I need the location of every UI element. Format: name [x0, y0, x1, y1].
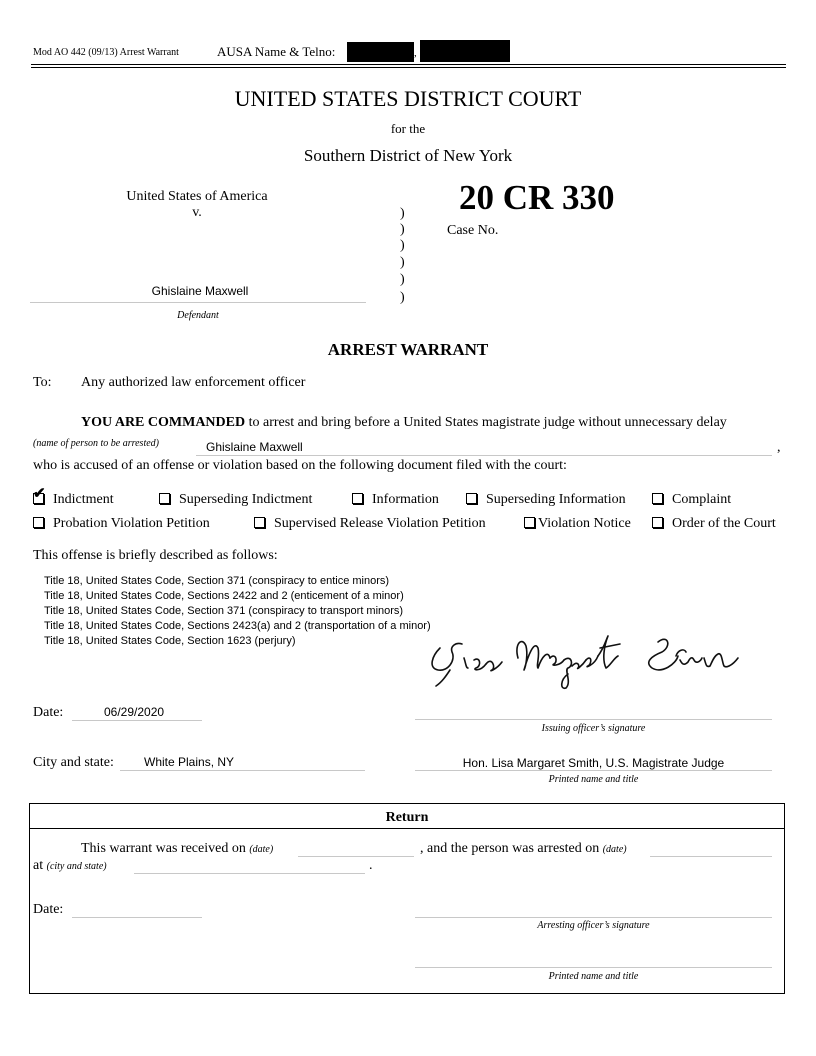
doc-label: Superseding Indictment [179, 492, 313, 507]
city-line [120, 770, 365, 771]
printed-name-line [415, 770, 772, 771]
city-label: City and state: [33, 755, 114, 770]
return-header-rule [29, 828, 785, 829]
checkbox[interactable] [159, 493, 170, 504]
offense-line: Title 18, United States Code, Sections 2422 and 2 (enticement of a minor) [44, 590, 404, 602]
checkbox[interactable] [652, 517, 663, 528]
offense-line: Title 18, United States Code, Sections 2423(a) and 2 (transportation of a minor) [44, 620, 431, 632]
date-label: Date: [33, 705, 64, 720]
offense-line: Title 18, United States Code, Section 371 (conspiracy to entice minors) [44, 575, 390, 587]
received-text [81, 841, 273, 857]
checkbox[interactable] [352, 493, 363, 504]
issue-date: 06/29/2020 [104, 705, 165, 719]
judge-signature [422, 626, 758, 692]
ausa-separator: , [414, 47, 417, 59]
offense-line: Title 18, United States Code, Section 371 (conspiracy to transport minors) [44, 605, 404, 617]
offense-line: Title 18, United States Code, Section 1623 (perjury) [44, 635, 296, 647]
arresting-signature-line[interactable] [415, 917, 772, 918]
ausa-label: AUSA Name & Telno: [217, 44, 336, 59]
form-identifier: Mod AO 442 (09/13) Arrest Warrant [33, 47, 179, 58]
redaction-box [420, 40, 510, 62]
doc-label: Supervised Release Violation Petition [274, 516, 486, 531]
checkbox[interactable] [33, 486, 46, 504]
at-label: at [33, 858, 44, 873]
doc-option-probation-violation[interactable] [33, 516, 210, 532]
person-name: Ghislaine Maxwell [206, 440, 303, 454]
versus-text: v. [192, 205, 202, 220]
defendant-line [30, 302, 366, 303]
arrested-text [420, 841, 627, 857]
city-value: White Plains, NY [144, 755, 235, 769]
commanded-sentence [81, 415, 727, 431]
at-text [33, 858, 107, 874]
paren: ) [400, 238, 405, 253]
checkbox[interactable] [254, 517, 265, 528]
issuing-signature-label: Issuing officer’s signature [541, 723, 646, 734]
accused-text: who is accused of an offense or violation based on the following document filed with the court: [33, 458, 567, 473]
arrested-label: , and the person was arrested on [420, 841, 600, 856]
checkbox[interactable] [466, 493, 477, 504]
doc-label: Probation Violation Petition [53, 516, 210, 531]
received-date-line[interactable] [298, 856, 414, 857]
paren: ) [400, 255, 405, 270]
doc-option-violation-notice[interactable] [524, 516, 631, 532]
return-date-line[interactable] [72, 917, 202, 918]
doc-option-superseding-indictment[interactable] [159, 492, 312, 508]
return-printed-name-label: Printed name and title [548, 971, 639, 982]
defendant-label: Defendant [177, 310, 219, 321]
printed-name-label: Printed name and title [548, 774, 639, 785]
paren: ) [400, 290, 405, 305]
offense-list [44, 574, 431, 649]
signature-line [415, 719, 772, 720]
date-hint: (date) [249, 844, 274, 855]
arrested-date-line[interactable] [650, 856, 772, 857]
person-label: (name of person to be arrested) [33, 438, 159, 449]
court-title: UNITED STATES DISTRICT COURT [234, 86, 582, 111]
date-hint: (date) [602, 844, 627, 855]
printed-name: Hon. Lisa Margaret Smith, U.S. Magistrate Judge [462, 756, 725, 770]
commanded-bold: YOU ARE COMMANDED [81, 415, 246, 430]
checkbox[interactable] [33, 517, 44, 528]
offense-intro: This offense is briefly described as follows: [33, 548, 278, 563]
doc-option-information[interactable] [352, 492, 439, 508]
doc-label: Complaint [672, 492, 732, 507]
for-the-text: for the [390, 121, 426, 136]
date-line [72, 720, 202, 721]
arresting-signature-label: Arresting officer’s signature [537, 920, 650, 931]
city-hint: (city and state) [46, 861, 107, 872]
doc-label: Information [372, 492, 439, 507]
redaction-box [347, 42, 414, 62]
doc-label: Indictment [53, 492, 114, 507]
checkmark-icon: ✔ [33, 486, 46, 502]
header-rule [31, 64, 786, 65]
doc-label: Superseding Information [486, 492, 626, 507]
warrant-heading: ARREST WARRANT [327, 340, 489, 359]
period: . [369, 858, 373, 873]
paren: ) [400, 222, 405, 237]
doc-option-superseding-information[interactable] [466, 492, 626, 508]
paren: ) [400, 206, 405, 221]
defendant-name: Ghislaine Maxwell [151, 284, 249, 298]
paren: ) [400, 272, 405, 287]
doc-option-supervised-release-violation[interactable] [254, 516, 486, 532]
return-date-label: Date: [33, 902, 64, 917]
to-label: To: [33, 375, 52, 390]
doc-option-order-of-court[interactable] [652, 516, 776, 532]
return-printed-name-line[interactable] [415, 967, 772, 968]
case-number: 20 CR 330 [459, 178, 615, 217]
doc-label: Order of the Court [672, 516, 776, 531]
person-line [196, 455, 772, 456]
return-section [29, 803, 785, 994]
doc-option-indictment[interactable] [33, 486, 114, 508]
case-no-label: Case No. [447, 223, 499, 238]
doc-option-complaint[interactable] [652, 492, 731, 508]
checkbox[interactable] [652, 493, 663, 504]
return-title: Return [385, 810, 429, 825]
commanded-text: to arrest and bring before a United States magistrate judge without unnecessary delay [248, 415, 727, 430]
person-comma: , [777, 440, 781, 455]
to-text: Any authorized law enforcement officer [81, 375, 306, 390]
header-rule [31, 67, 786, 68]
checkbox[interactable] [524, 517, 535, 528]
received-label: This warrant was received on [81, 841, 246, 856]
doc-label: Violation Notice [538, 516, 631, 531]
district-name: Southern District of New York [303, 146, 513, 165]
arrest-city-line[interactable] [134, 873, 365, 874]
plaintiff-name: United States of America [126, 189, 268, 204]
